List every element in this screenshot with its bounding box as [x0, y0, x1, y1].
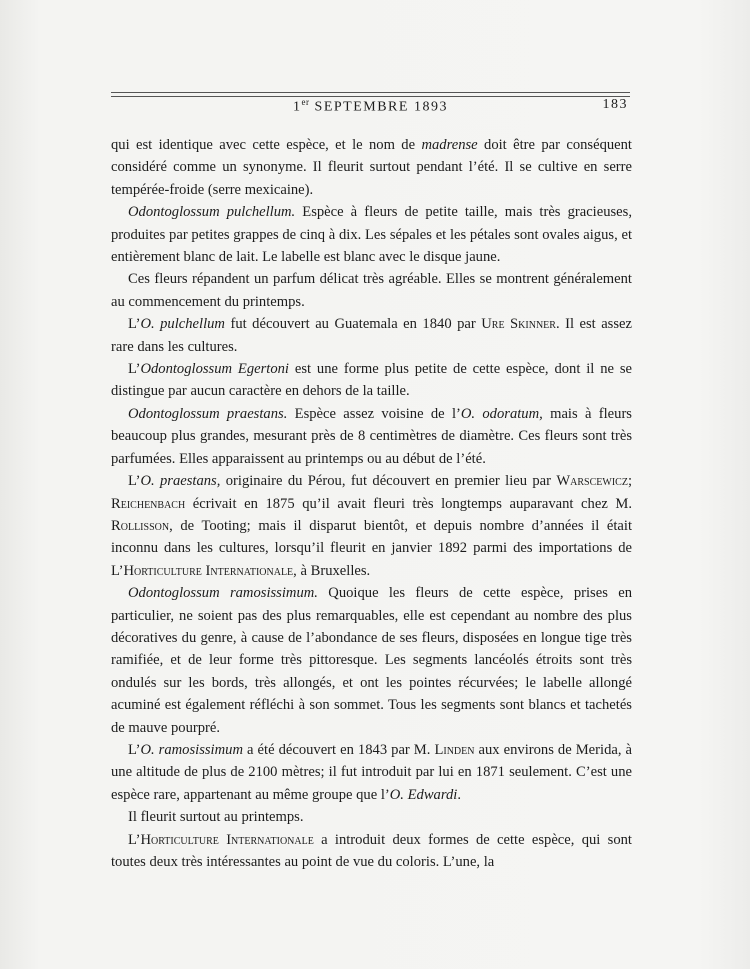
paragraph: L’Horticulture Internationale a introduit deux formes de cette espèce, qui sont toutes deux très intéressantes au point de vue du coloris. L’une, la — [111, 831, 632, 870]
paragraph: L’O. pulchellum fut découvert au Guatemala en 1840 par Ure Skinner. Il est assez rare dans les cultures. — [111, 316, 632, 355]
paragraph: Il fleurit surtout au printemps. — [128, 809, 304, 826]
header-date: 1er SEPTEMBRE 1893 — [293, 97, 448, 115]
paragraph: qui est identique avec cette espèce, et le nom de madrense doit être par conséquent considéré comme un synonyme. Il fleurit surtout pendant l’été. Il se cultive en serre tempérée-froide (serre mexicaine). — [111, 137, 632, 198]
paragraph: L’Odontoglossum Egertoni est une forme plus petite de cette espèce, dont il ne se distingue par aucun caractère en dehors de la taille. — [111, 361, 632, 400]
paragraph: Odontoglossum praestans. Espèce assez voisine de l’O. odoratum, mais à fleurs beaucoup plus grandes, mesurant près de 8 centimètres de diamètre. Ces fleurs sont très parfumées. Elles apparaissent au printemps ou au début de l’été. — [111, 405, 632, 467]
paragraph: Odontoglossum pulchellum. Espèce à fleurs de petite taille, mais très gracieuses, produites par petites grappes de cinq à dix. Les sépales et les pétales sont ovales aigus, et entièrement blanc de lait. Le labelle est blanc avec le disque jaune. — [111, 204, 632, 266]
paragraph: Odontoglossum ramosissimum. Quoique les fleurs de cette espèce, prises en particulier, ne soient pas des plus remarquables, elle est cependant au nombre des plus décoratives du genre, à cause de l’abondance de ses fleurs, disposées en longue tige très ramifiée, et de leur forme très pittoresque. Les segments lancéolés étroits sont très ondulés sur les bords, très allongés, et ont les pointes récurvées; le labelle allongé acuminé est également réfléchi à son sommet. Tous les segments sont blancs et tachetés de mauve pourpré. — [111, 585, 632, 736]
paragraph: L’O. ramosissimum a été découvert en 1843 par M. Linden aux environs de Merida, à une altitude de plus de 2100 mètres; il fut introduit par lui en 1871 seulement. C’est une espèce rare, appartenant au même groupe que l’O. Edwardi. — [111, 741, 633, 803]
paragraph: L’O. praestans, originaire du Pérou, fut découvert en premier lieu par Warscewicz; Reichenbach écrivait en 1875 qu’il avait fleuri très longtemps auparavant chez M. Rollisson, de Tooting; mais il disparut bientôt, et depuis nombre d’années il était inconnu dans les cultures, lorsqu’il fleurit en janvier 1892 parmi des importations de L’Horticulture Internationale, à Bruxelles. — [111, 473, 632, 579]
body-text — [111, 134, 632, 873]
paragraph: Ces fleurs répandent un parfum délicat très agréable. Elles se montrent généralement au commencement du printemps. — [111, 271, 632, 310]
running-header — [111, 97, 630, 117]
page-number: 183 — [602, 97, 628, 112]
